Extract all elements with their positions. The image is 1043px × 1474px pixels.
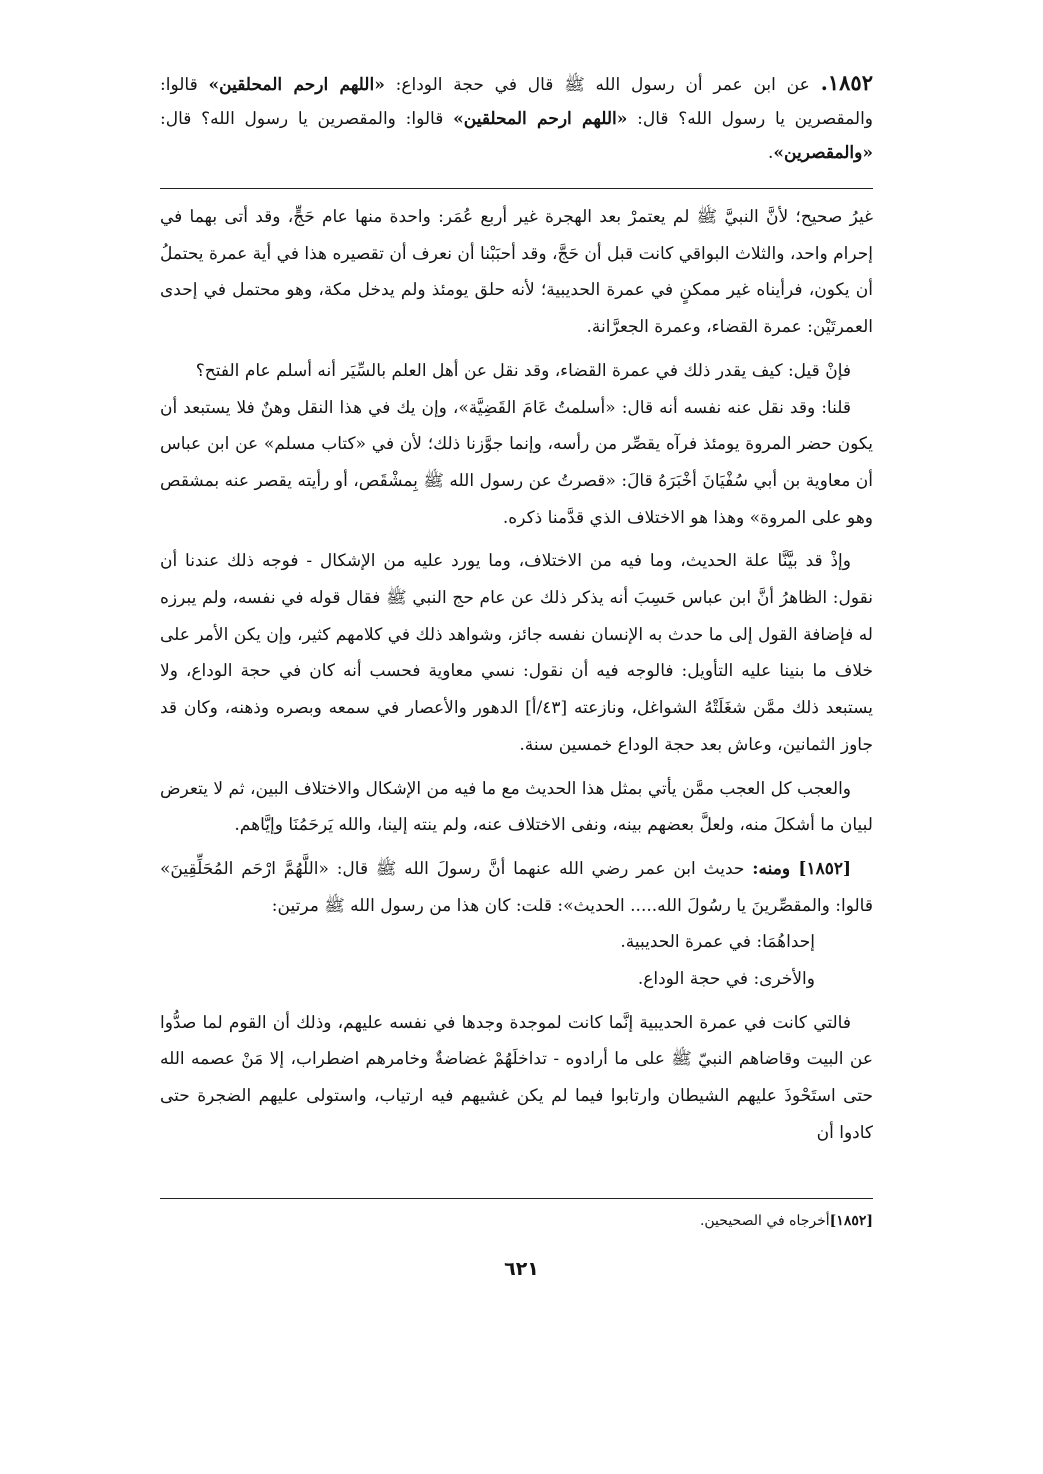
hadith-text-4: . xyxy=(768,143,774,163)
footnote xyxy=(160,1213,873,1229)
footnote-divider xyxy=(160,1198,873,1199)
hadith-number: ١٨٥٢. xyxy=(820,70,873,95)
commentary-paragraph-1: غيرُ صحيح؛ لأنَّ النبيَّ ﷺ لم يعتمرْ بعد الهجرة غير أربع عُمَر: واحدة منها عام حَجٍّ، وقد أتى بهما في إحرام واحد، والثلاث البواقي كانت قبل أن حَجَّ، وقد أحبَبْنا أن نعرف أن تقصيره هذا في أية عمرة يحتملُ أن يكون، فرأيناه غير ممكنٍ في عمرة الحديبية؛ لأنه حلق يومئذ ولم يدخل مكة، وهو محتمل في إحدى العمرتَيْن: عمرة القضاء، وعمرة الجعرَّانة. xyxy=(160,207,873,338)
hadith-text xyxy=(160,66,873,170)
hadith-quote-3: «والمقصرين» xyxy=(773,143,873,163)
hadith-text-1: عن ابن عمر أن رسول الله ﷺ قال في حجة الوداع: xyxy=(384,75,821,95)
hadith-text-2: قالوا: والمقصرين يا رسول الله؟ قال: xyxy=(160,75,874,129)
commentary-paragraph-9: فالتي كانت في عمرة الحديبية إنَّما كانت لموجدة وجدها في نفسه عليهم، وذلك أن القوم لما صدُّوا عن البيت وقاضاهم النبيّ ﷺ على ما أرادوه - تداخلَهُمْ غضاضةٌ وخامرهم اضطراب، إلا مَنْ عصمه الله حتى استَحْوذَ عليهم الشيطان وارتابوا فيما لم يكن غشيهم فيه ارتياب، واستولى عليهم الضجرة حتى كادوا أن xyxy=(160,1012,873,1143)
page-number: ٦٢١ xyxy=(504,1258,539,1280)
hadith-quote-1: «اللهم ارحم المحلقين» xyxy=(208,75,385,95)
commentary-paragraph-2: فإنْ قيل: كيف يقدر ذلك في عمرة القضاء، وقد نقل عن أهل العلم بالسِّيَر أنه أسلم عام الفتح؟ xyxy=(195,360,851,381)
commentary-paragraph-6-text: حديث ابن عمر رضي الله عنهما أنَّ رسولَ الله ﷺ قال: «اللَّهُمَّ ارْحَم المُحَلِّقِينَ» قالوا: والمقصِّرينَ يا رسُولَ الله..... الحديث»: قلت: كان هذا من رسول الله ﷺ مرتين: xyxy=(160,858,873,916)
commentary-paragraph-8: والأخرى: في حجة الوداع. xyxy=(637,969,815,990)
commentary-paragraph-4: وإذْ قد بيَّنَّا علة الحديث، وما فيه من الاختلاف، وما يورد عليه من الإشكال - فوجه ذلك عندنا أن نقول: الظاهرُ أنَّ ابن عباس حَسِبَ أنه يذكر ذلك عن عام حج النبي ﷺ فقال قوله في نفسه، ولم يبرزه له فإضافة القول إلى ما حدث به الإنسان نفسه جائز، وشواهد ذلك في كلامهم كثير، وإن يكن الأمر على خلاف ما بنينا عليه التأويل: فالوجه فيه أن نقول: نسي معاوية فحسب أنه كان في حجة الوداع، ولا يستبعد ذلك ممَّن شغَلَتْهُ الشواغل، ونازعته [٤٣/أ] الدهور والأعصار في سمعه وبصره وذهنه، وكان قد جاوز الثمانين، وعاش بعد حجة الوداع خمسين سنة. xyxy=(160,551,873,755)
top-divider xyxy=(160,188,873,189)
commentary-paragraph-3: قلنا: وقد نقل عنه نفسه أنه قال: «أسلمتُ عَامَ القَضِيَّة»، وإن يك في هذا النقل وهنٌ فلا يستبعد أن يكون حضر المروة يومئذ فرآه يقصِّر من رأسه، وإنما جوَّزنا ذلك؛ لأن في «كتاب مسلم» عن ابن عباس أن معاوية بن أبي سُفْيَانَ أخْبَرَهُ قالَ: «قصرتُ عن رسول الله ﷺ بِمشْقَص، أو رأيته يقصر عنه بمشقص وهو على المروة» وهذا هو الاختلاف الذي قدَّمنا ذكره. xyxy=(160,397,873,528)
hadith-reference: [١٨٥٢] ومنه: xyxy=(752,858,852,879)
footnote-text: أخرجاه في الصحيحين. xyxy=(699,1213,830,1229)
hadith-quote-2: «اللهم ارحم المحلقين» xyxy=(453,109,628,129)
commentary xyxy=(160,199,873,1152)
commentary-paragraph-5: والعجب كل العجب ممَّن يأتي بمثل هذا الحديث مع ما فيه من الإشكال والاختلاف البين، ثم لا يتعرض لبيان ما أشكلَ منه، ولعلَّ بعضهم بينه، ونفى الاختلاف عنه، ولم ينته إلينا، والله يَرحَمُنَا وإيَّاهم. xyxy=(160,778,873,836)
commentary-paragraph-7: إحداهُمَا: في عمرة الحديبية. xyxy=(620,932,815,953)
hadith-text-3: قالوا: والمقصرين يا رسول الله؟ قال: xyxy=(160,109,454,129)
footnote-ref: [١٨٥٢] xyxy=(829,1213,873,1229)
commentary-paragraph-6 xyxy=(160,851,873,924)
